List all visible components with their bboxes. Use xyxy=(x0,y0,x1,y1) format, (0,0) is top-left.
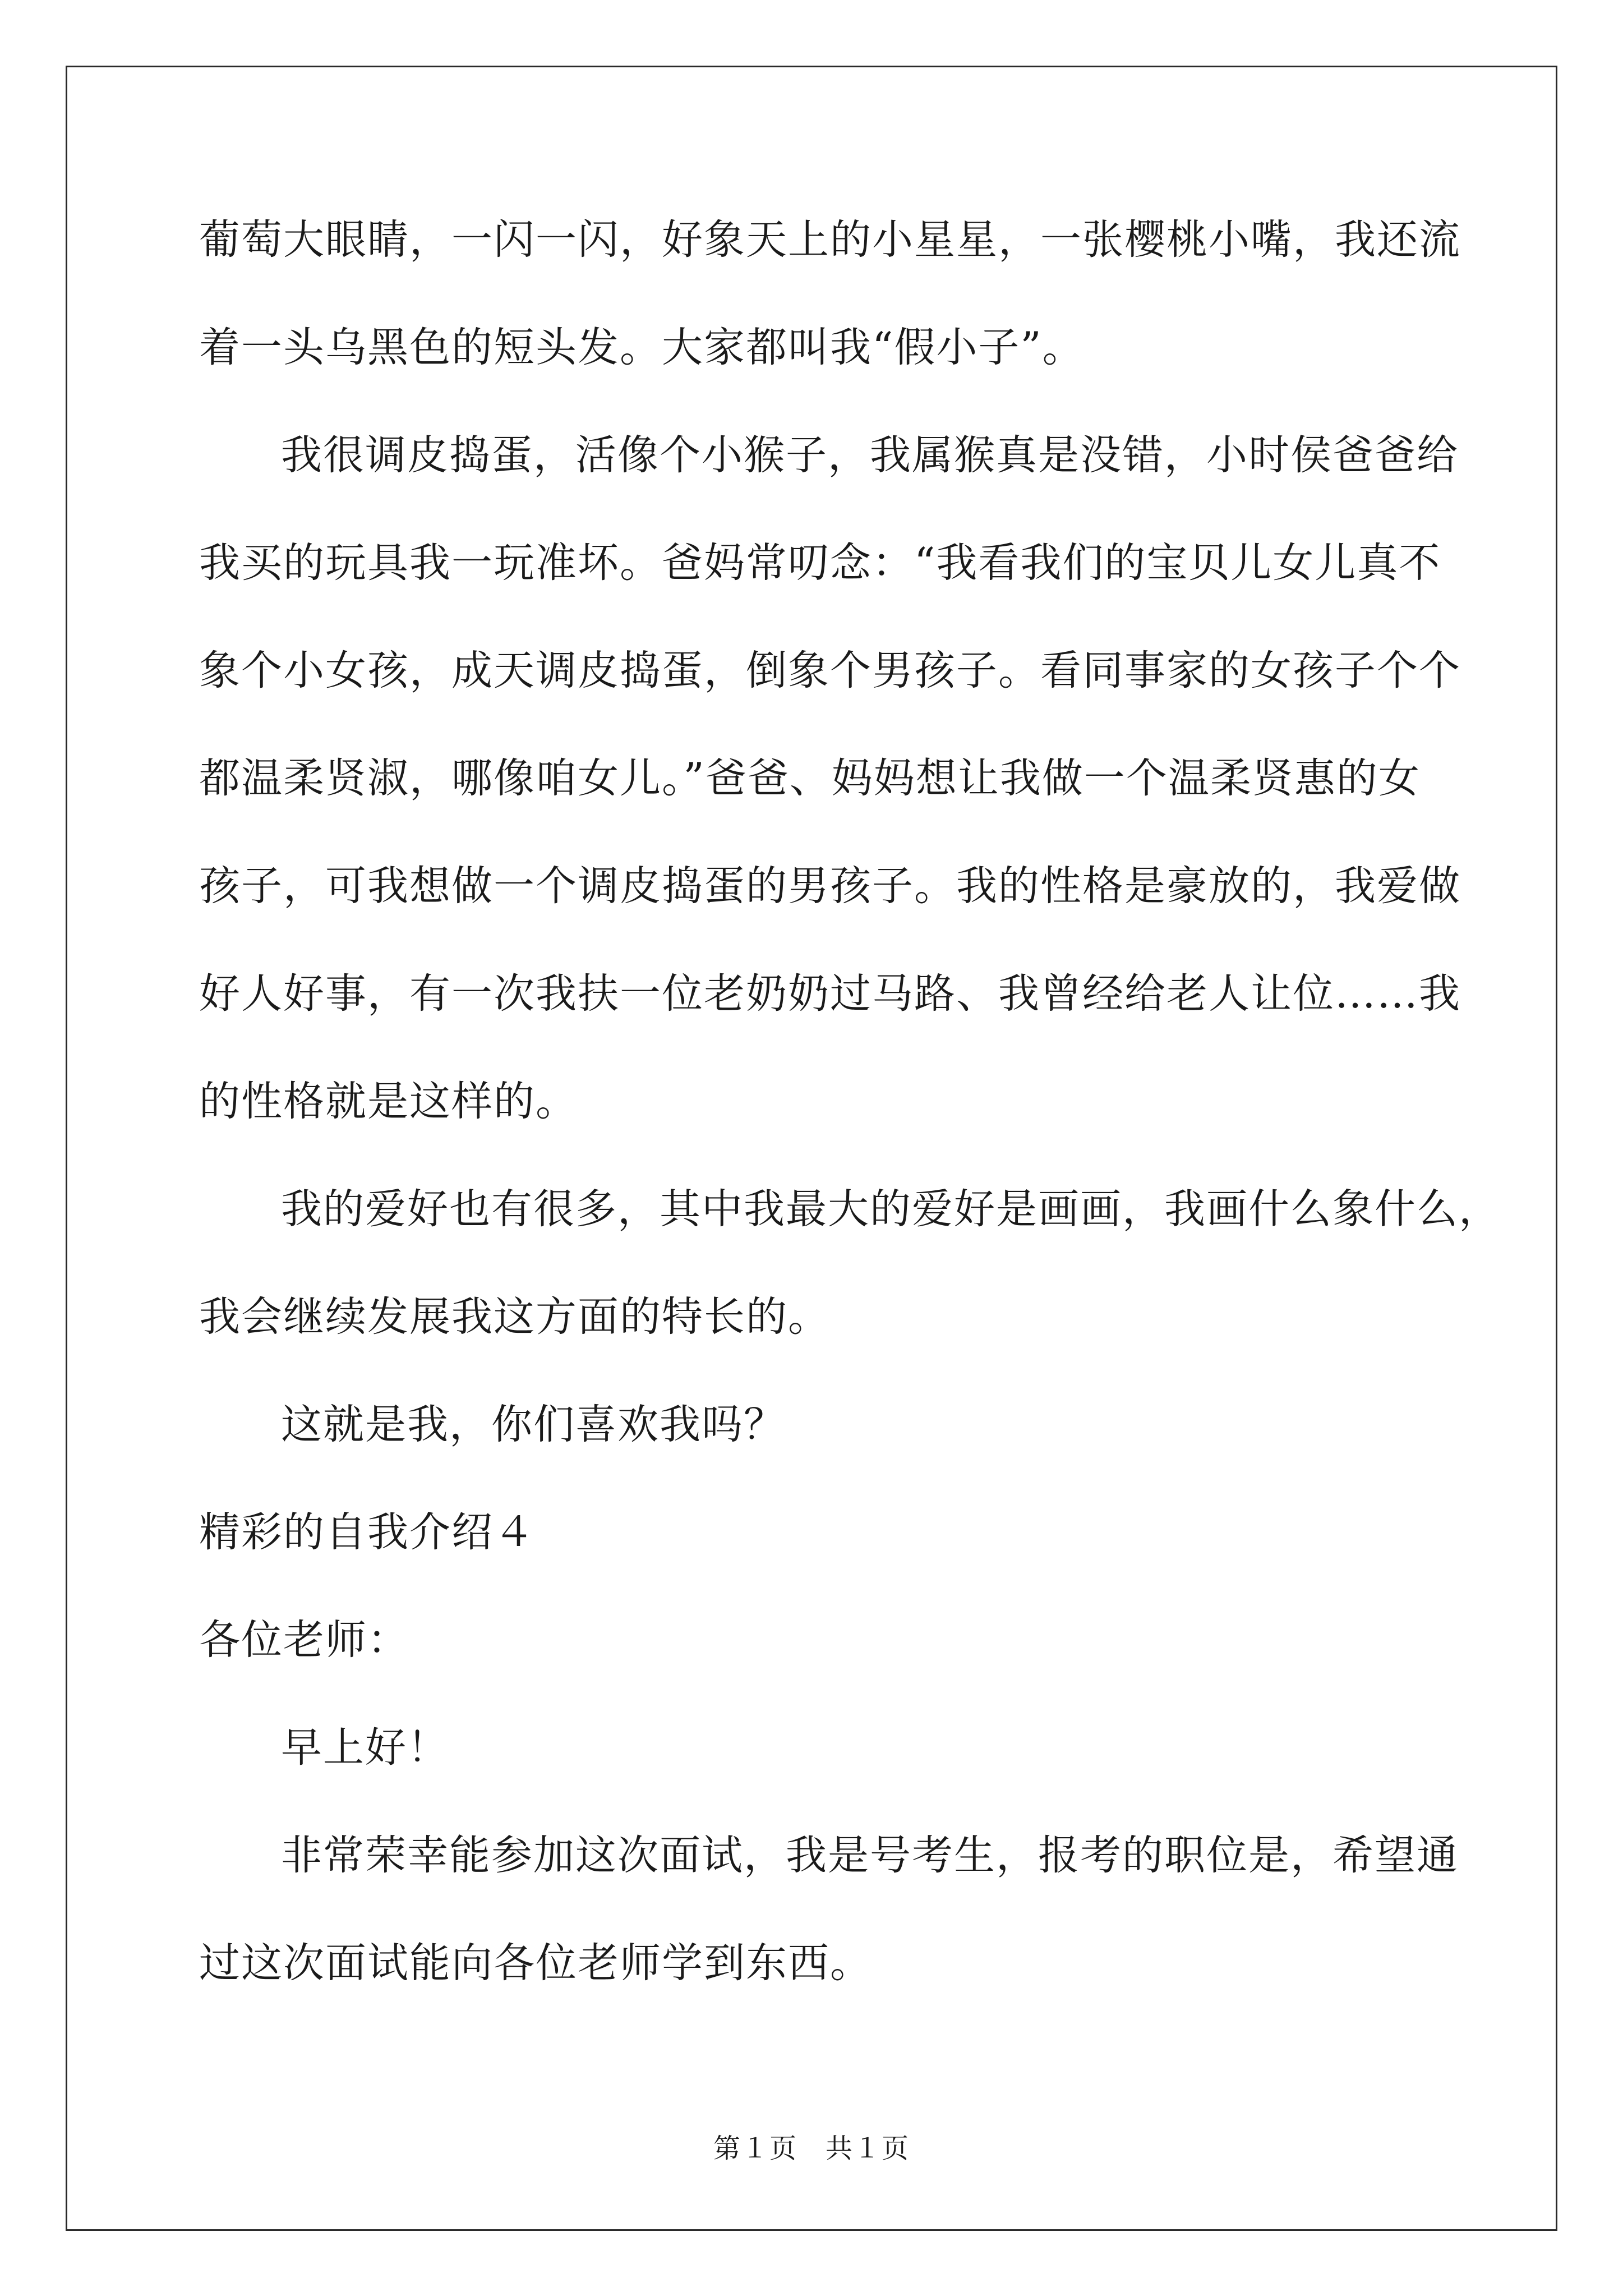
text-line: 葡萄大眼睛，一闪一闪，好象天上的小星星，一张樱桃小嘴，我还流 xyxy=(199,216,1461,264)
document-body xyxy=(199,213,1501,2044)
paragraph-start-line: 我很调皮捣蛋，活像个小猴子，我属猴真是没错，小时侯爸爸给 xyxy=(281,431,1459,479)
text-line: 我买的玩具我一玩准坏。爸妈常叨念：“我看我们的宝贝儿女儿真不 xyxy=(199,539,1441,587)
text-line: 的性格就是这样的。 xyxy=(199,1078,578,1125)
text-line: 都温柔贤淑，哪像咱女儿。”爸爸、妈妈想让我做一个温柔贤惠的女 xyxy=(199,754,1421,802)
text-line: 我会继续发展我这方面的特长的。 xyxy=(199,1293,830,1341)
paragraph-start-line: 非常荣幸能参加这次面试，我是号考生，报考的职位是，希望通 xyxy=(281,1832,1459,1879)
text-line: 孩子，可我想做一个调皮捣蛋的男孩子。我的性格是豪放的，我爱做 xyxy=(199,862,1461,910)
page-footer: 第１页 共１页 xyxy=(713,2133,910,2164)
text-line: 着一头乌黑色的短头发。大家都叫我“假小子”。 xyxy=(199,324,1085,371)
section-heading: 精彩的自我介绍４ xyxy=(199,1508,536,1556)
greeting-line: 早上好！ xyxy=(281,1724,449,1772)
paragraph-start-line: 我的爱好也有很多，其中我最大的爱好是画画，我画什么象什么， xyxy=(281,1185,1501,1233)
salutation: 各位老师： xyxy=(199,1616,409,1664)
text-line: 象个小女孩，成天调皮捣蛋，倒象个男孩子。看同事家的女孩子个个 xyxy=(199,647,1461,694)
text-line: 过这次面试能向各位老师学到东西。 xyxy=(199,1939,872,1987)
paragraph-start-line: 这就是我，你们喜欢我吗？ xyxy=(281,1401,786,1448)
text-line: 好人好事，有一次我扶一位老奶奶过马路、我曾经给老人让位……我 xyxy=(199,970,1461,1018)
